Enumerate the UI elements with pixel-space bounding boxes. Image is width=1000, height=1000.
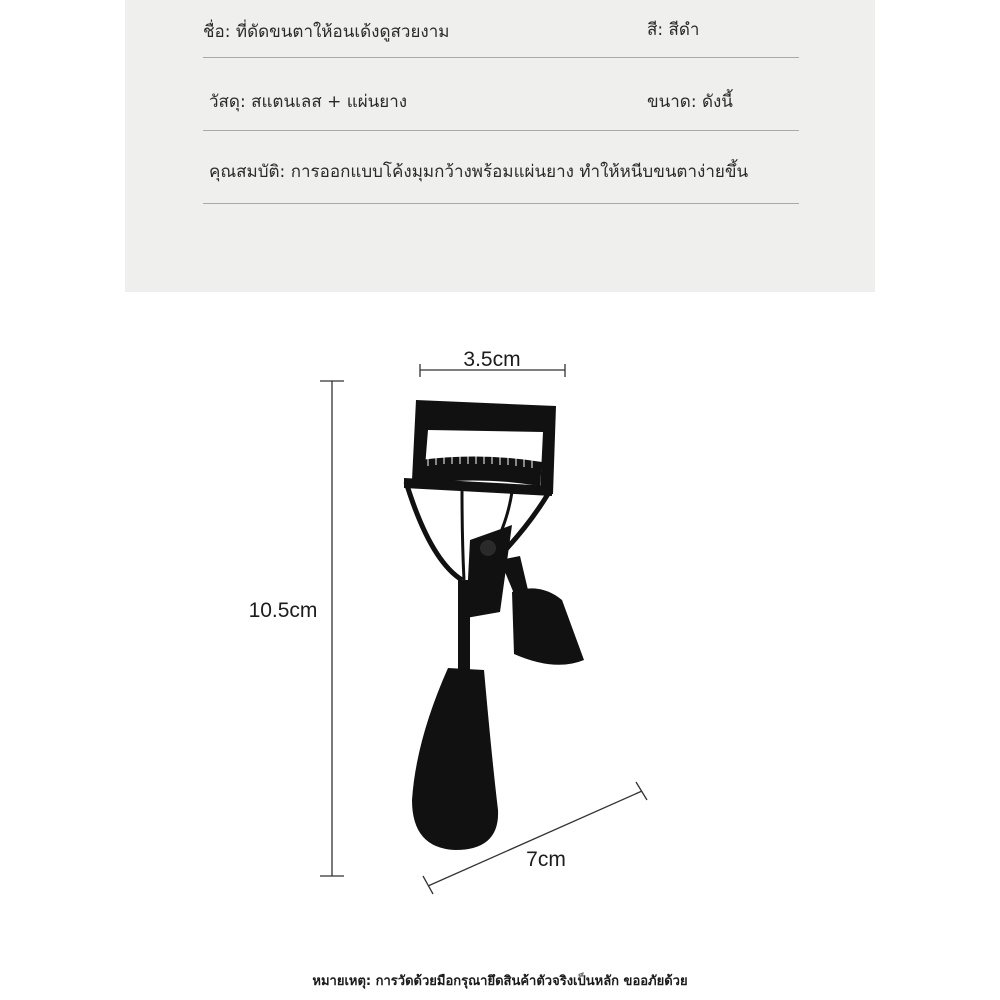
spec-size: ขนาด: ดังนี้	[647, 92, 733, 112]
spec-material: วัสดุ: สแตนเลส + แผ่นยาง	[209, 92, 408, 112]
width-label: 3.5cm	[463, 348, 521, 371]
length-label: 7cm	[526, 848, 566, 871]
footnote: หมายเหตุ: การวัดด้วยมือกรุณายึดสินค้าตัวจริงเป็นหลัก ขออภัยด้วย	[312, 974, 688, 989]
spec-feature: คุณสมบัติ: การออกแบบโค้งมุมกว้างพร้อมแผ่นยาง ทำให้หนีบขนตาง่ายขึ้น	[209, 162, 749, 182]
eyelash-curler-icon	[404, 400, 584, 850]
spec-name: ชื่อ: ที่ดัดขนตาให้อนเด้งดูสวยงาม	[203, 22, 450, 42]
height-label: 10.5cm	[248, 599, 318, 622]
spec-color: สี: สีดำ	[647, 20, 700, 40]
